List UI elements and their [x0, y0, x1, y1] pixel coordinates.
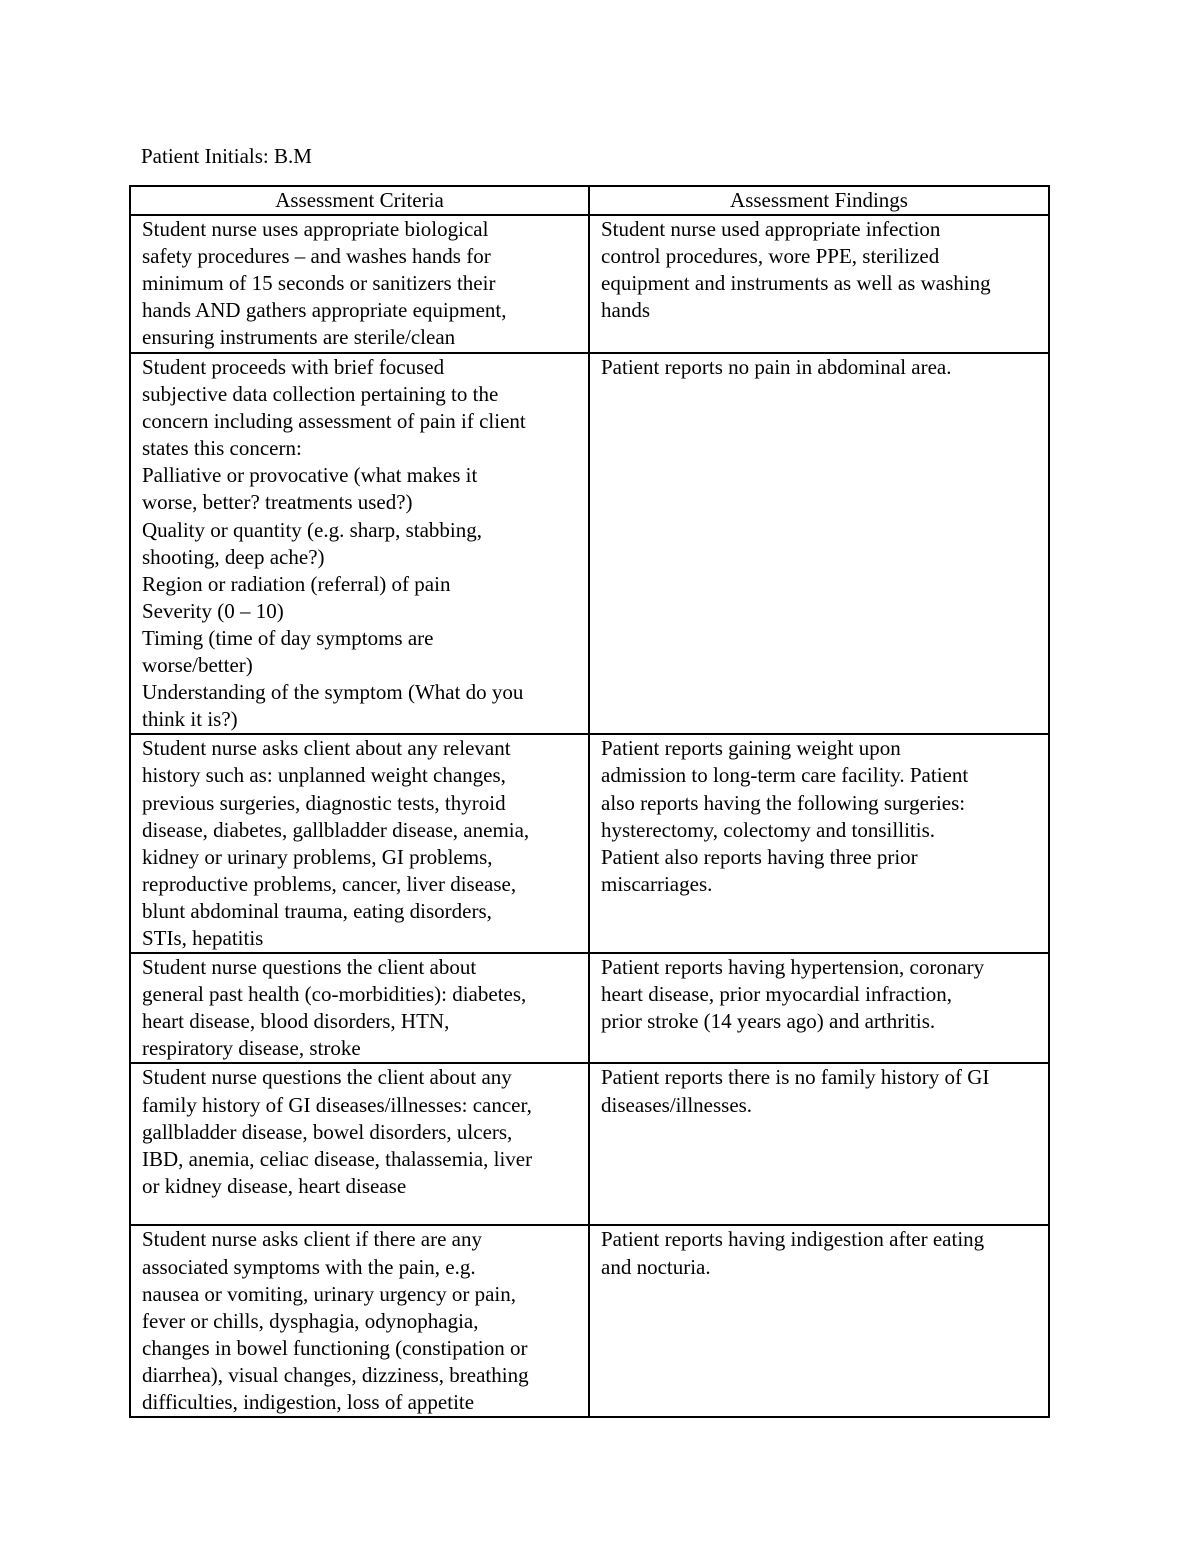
text-line: hysterectomy, colectomy and tonsillitis.	[601, 817, 935, 842]
text-line: changes in bowel functioning (constipation or	[142, 1335, 528, 1360]
text-line: Student nurse uses appropriate biological	[142, 217, 489, 241]
text-line: hands AND gathers appropriate equipment,	[142, 298, 507, 323]
text-line: Student nurse questions the client about	[142, 955, 477, 980]
table-row	[130, 1225, 1049, 1417]
text-line: and nocturia.	[601, 1254, 711, 1279]
text-line: Student proceeds with brief focused	[142, 355, 445, 379]
table-row	[130, 953, 1049, 1063]
text-line: Quality or quantity (e.g. sharp, stabbing,	[142, 517, 483, 542]
text-line: Patient reports having hypertension, coronary	[601, 955, 985, 980]
text-line: disease, diabetes, gallbladder disease, anemia,	[142, 817, 530, 842]
table-row	[130, 353, 1049, 734]
text-line: Patient reports having indigestion after eating	[601, 1227, 985, 1252]
text-line: control procedures, wore PPE, sterilized	[601, 244, 940, 269]
text-line: Region or radiation (referral) of pain	[142, 571, 451, 596]
text-line: worse/better)	[142, 653, 253, 678]
text-line: nausea or vomiting, urinary urgency or pain,	[142, 1281, 517, 1306]
text-line: worse, better? treatments used?)	[142, 490, 413, 515]
criteria-cell	[130, 953, 589, 1063]
criteria-cell	[130, 215, 589, 353]
findings-cell	[589, 734, 1049, 953]
text-line: STIs, hepatitis	[142, 925, 264, 950]
findings-cell	[589, 353, 1049, 734]
criteria-cell	[130, 1063, 589, 1225]
table-row	[130, 1063, 1049, 1225]
text-line: heart disease, prior myocardial infraction,	[601, 982, 953, 1007]
text-line: also reports having the following surgeries:	[601, 790, 966, 815]
text-line: reproductive problems, cancer, liver disease,	[142, 871, 517, 896]
text-line: previous surgeries, diagnostic tests, thyroid	[142, 790, 506, 815]
findings-cell	[589, 953, 1049, 1063]
text-line: associated symptoms with the pain, e.g.	[142, 1254, 476, 1279]
text-line: states this concern:	[142, 436, 302, 461]
text-line: or kidney disease, heart disease	[142, 1173, 407, 1198]
table-row	[130, 734, 1049, 953]
text-line: general past health (co-morbidities): diabetes,	[142, 982, 527, 1007]
header-row	[130, 186, 1049, 215]
text-line: Patient reports gaining weight upon	[601, 736, 901, 761]
assessment-table	[129, 185, 1050, 1418]
text-line: blunt abdominal trauma, eating disorders,	[142, 898, 492, 923]
text-line: respiratory disease, stroke	[142, 1036, 361, 1061]
text-line: Timing (time of day symptoms are	[142, 625, 434, 650]
text-line: miscarriages.	[601, 871, 713, 896]
text-line: Student nurse used appropriate infection	[601, 217, 941, 241]
text-line: ensuring instruments are sterile/clean	[142, 325, 456, 350]
text-line: Palliative or provocative (what makes it	[142, 463, 478, 488]
table-row	[130, 215, 1049, 353]
text-line: Patient also reports having three prior	[601, 844, 918, 869]
text-line: Severity (0 – 10)	[142, 598, 284, 623]
text-line: heart disease, blood disorders, HTN,	[142, 1009, 450, 1034]
text-line: Patient reports there is no family history of GI	[601, 1065, 990, 1090]
patient-initials: Patient Initials: B.M	[141, 144, 312, 168]
text-line: Patient reports no pain in abdominal area.	[601, 355, 952, 379]
text-line: concern including assessment of pain if client	[142, 409, 526, 434]
text-line: admission to long-term care facility. Patient	[601, 763, 969, 788]
text-line: Student nurse asks client if there are any	[142, 1227, 482, 1252]
criteria-cell	[130, 353, 589, 734]
text-line: gallbladder disease, bowel disorders, ulcers,	[142, 1119, 513, 1144]
text-line: Student nurse asks client about any relevant	[142, 736, 511, 761]
text-line: prior stroke (14 years ago) and arthritis.	[601, 1009, 936, 1034]
text-line: think it is?)	[142, 707, 238, 732]
header-assessment-findings: Assessment Findings	[589, 186, 1049, 215]
text-line: hands	[601, 298, 650, 323]
findings-cell	[589, 215, 1049, 353]
text-line: safety procedures – and washes hands for	[142, 244, 491, 269]
text-line: Understanding of the symptom (What do you	[142, 680, 524, 705]
findings-cell	[589, 1063, 1049, 1225]
text-line: family history of GI diseases/illnesses: cancer,	[142, 1092, 532, 1117]
text-line: Student nurse questions the client about any	[142, 1065, 512, 1090]
findings-cell	[589, 1225, 1049, 1417]
text-line: subjective data collection pertaining to the	[142, 382, 499, 407]
text-line: kidney or urinary problems, GI problems,	[142, 844, 493, 869]
text-line: shooting, deep ache?)	[142, 544, 325, 569]
text-line: minimum of 15 seconds or sanitizers their	[142, 271, 496, 296]
text-line: difficulties, indigestion, loss of appetite	[142, 1390, 475, 1414]
text-line: history such as: unplanned weight changes,	[142, 763, 506, 788]
text-line: IBD, anemia, celiac disease, thalassemia, liver	[142, 1146, 533, 1171]
text-line: equipment and instruments as well as washing	[601, 271, 991, 296]
criteria-cell	[130, 1225, 589, 1417]
header-assessment-criteria: Assessment Criteria	[130, 186, 589, 215]
text-line: fever or chills, dysphagia, odynophagia,	[142, 1308, 479, 1333]
text-line: diseases/illnesses.	[601, 1092, 753, 1117]
criteria-cell	[130, 734, 589, 953]
text-line: diarrhea), visual changes, dizziness, breathing	[142, 1362, 529, 1387]
